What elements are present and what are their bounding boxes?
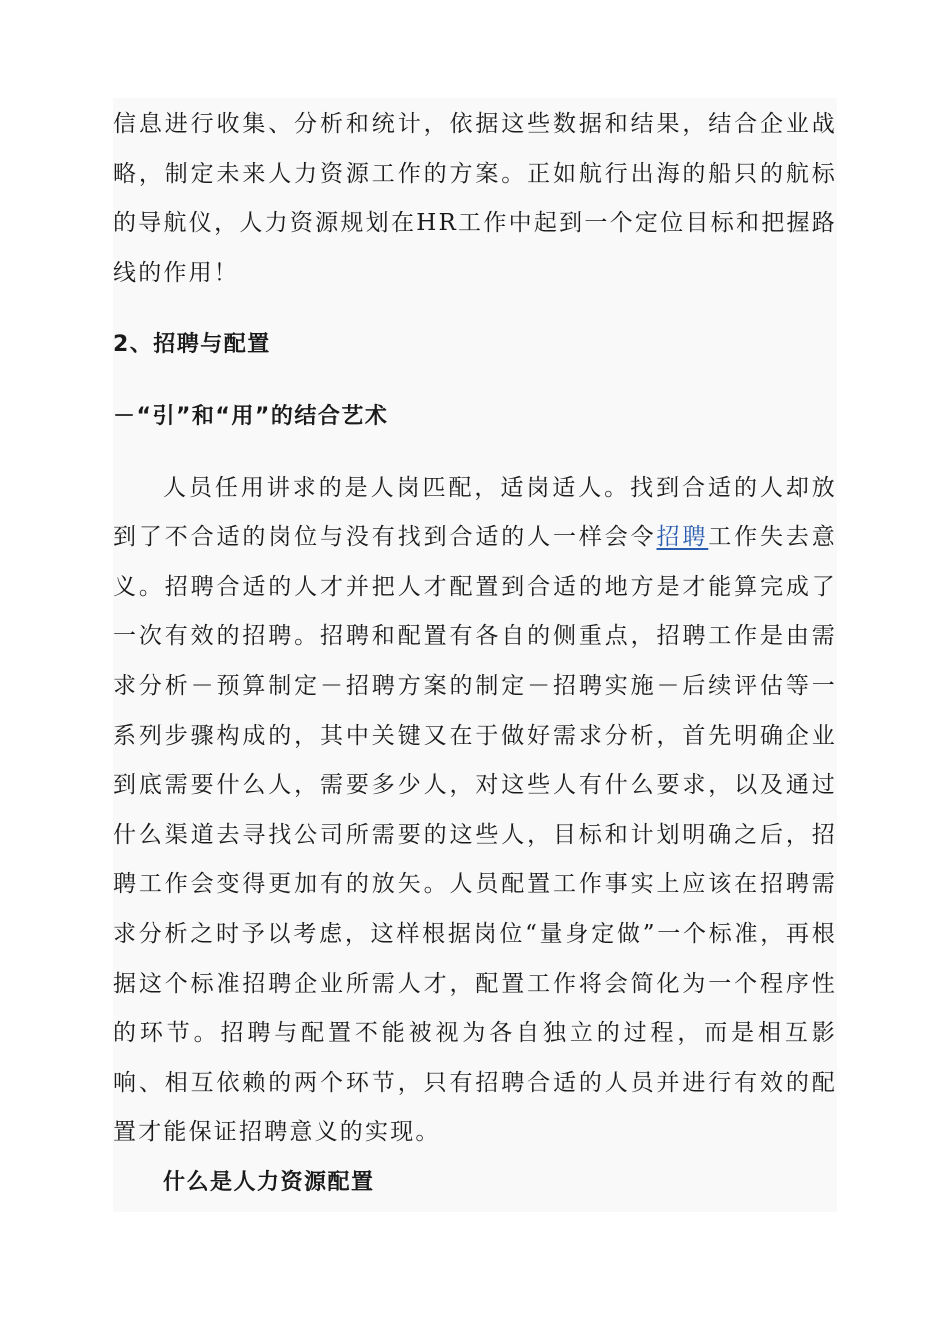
body-text-after-link: 工作失去意义。招聘合适的人才并把人才配置到合适的地方是才能算完成了一次有效的招聘。招聘和配置有各自的侧重点，招聘工作是由需求分析－预算制定－招聘方案的制定－招聘实施－后续评估等一系列步骤构成的，其中关键又在于做好需求分析，首先明确企业到底需要什么人，需要多少人，对这些人有什么要求，以及通过什么渠道去寻找公司所需要的这些人，目标和计划明确之后，招聘工作会变得更加有的放矢。人员配置工作事实上应该在招聘需求分析之时予以考虑，这样根据岗位“量身定做”一个标准，再根据这个标准招聘企业所需人才，配置工作将会简化为一个程序性的环节。招聘与配置不能被视为各自独立的过程，而是相互影响、相互依赖的两个环节，只有招聘合适的人员并进行有效的配置才能保证招聘意义的实现。 — [113, 524, 838, 1146]
intro-paragraph: 信息进行收集、分析和统计，依据这些数据和结果，结合企业战略，制定未来人力资源工作的方案。正如航行出海的船只的航标的导航仪，人力资源规划在HR工作中起到一个定位目标和把握路线的作用！ — [113, 111, 837, 286]
recruitment-link[interactable]: 招聘 — [656, 524, 709, 551]
document-content — [113, 100, 837, 1207]
hr-allocation-heading: 什么是人力资源配置 — [163, 1169, 375, 1195]
body-text-before-link: 人员任用讲求的是人岗匹配，适岗适人。找到合适的人却放到了不合适的岗位与没有找到合适的人一样会令 — [113, 474, 837, 551]
sub-heading: －“引”和“用”的结合艺术 — [113, 403, 389, 429]
section-heading: 2、招聘与配置 — [113, 332, 271, 358]
body-paragraph — [113, 464, 837, 1158]
